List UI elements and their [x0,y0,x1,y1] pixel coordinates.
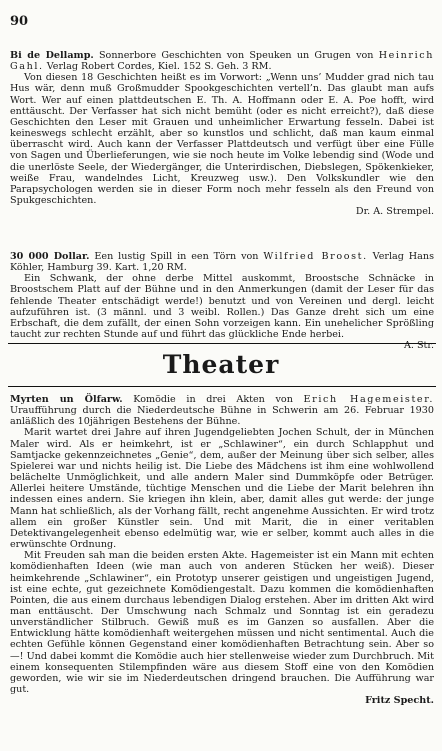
review-intro: Komödie in drei Akten von [133,394,293,405]
review-dollar-head [10,251,434,273]
review-body: Marit wartet drei Jahre auf ihren Jugendgeliebten Jochen Schult, der in München Maler wird. Als er heimkehrt, ist er „Schlawiner“, ein durch Schlapphut und Samtjacke gekennzeichnetes „Genie“, dem, außer der Meinung über sich selber, alles Spielerei war und nichts heilig ist. Die Liebe des Mädchens ist ihm eine wohlwollend belächelte Unmöglichkeit, und alle andern Maler sind Dummköpfe oder Betrüger. Allerlei heitere Umstände, tüchtige Menschen und die Liebe der Marit belehren ihn indessen eines andern. Sie kriegen ihn klein, aber, damit alles gut werde: der junge Mann hat schließlich, als der Vorhang fällt, recht angenehme Aussichten. Er wird trotz allem ein großer Künstler sein. Und mit Marit, die in einer veritablen Detektivangelegenheit ebenso edelmütig war, wie er selber, kommt auch alles in die erwünschte Ordnung. [10,427,434,551]
review-signature: Dr. A. Strempel. [355,206,434,218]
review-dollar [10,251,434,351]
review-author: Erich Hagemeister. [303,394,434,405]
review-dellamp-head [10,50,434,72]
review-publisher: Verlag Hans Köhler, Hamburg 39. Kart. 1,20 RM. [10,251,434,274]
review-premiere: Uraufführung durch die Niederdeutsche Bühne in Schwerin am 26. Februar 1930 anläßlich des 10jährigen Bestehens der Bühne. [10,405,434,428]
review-title: 30 000 Dollar. [10,251,90,262]
review-dellamp [10,50,434,217]
review-author: Wilfried Broost. [263,251,368,262]
section-heading: Theater [162,350,280,379]
page-number: 90 [10,14,29,29]
review-title: Myrten un Ölfarw. [10,394,123,405]
signature-text: Fritz Specht. [365,695,434,707]
review-myrten [10,394,434,706]
section-divider [8,343,436,344]
review-intro: Een lustig Spill in een Törn von [94,251,259,262]
review-signature: A. Str. [403,340,434,352]
review-signature [10,695,434,706]
review-publisher: Verlag Robert Cordes, Kiel. 152 S. Geh. 3 RM. [46,61,272,73]
review-title: Bi de Dellamp. [10,50,94,61]
review-author: Heinrich Gahl. [10,50,434,73]
section-divider [8,386,436,387]
review-body: Mit Freuden sah man die beiden ersten Akte. Hagemeister ist ein Mann mit echten komödienhaften Ideen (wie man auch von anderen Stücken her weiß). Dieser heimkehrende „Schlawiner“, ein Prototyp unserer geistigen und ungeistigen Jugend, ist eine echte, gut gezeichnete Komödiengestalt. Dazu kommen die komödienhaften Pointen, die aus einem durchaus lebendigen Dialog erstehen. Aber im dritten Akt wird man enttäuscht. Der Umschwung nach Schmalz und Sonntag ist ein geradezu unverständlicher Stilbruch. Gewiß muß es im Ganzen so ausfallen. Aber die Entwicklung hätte komödienhaft weitergehen müssen und nicht sentimental. Auch die echten Gefühle können Gegenstand einer komödienhaften Betrachtung sein. Aber so —! Und dabei kommt die Komödie auch hier stellenweise wieder zum Durchbruch. Mit einem konsequenten Stilempfinden wäre aus diesem Stoff eine von den Komödien geworden, wie wir sie im Niederdeutschen dringend brauchen. Die Aufführung war gut. [10,550,434,696]
review-body: Ein Schwank, der ohne derbe Mittel auskommt, Broostsche Schnäcke in Broostschem Platt auf der Bühne und in den Anmerkungen (damit der Leser für das fehlende Theater entschädigt werde!) benutzt und von Vereinen und dergl. leicht aufzuführen ist. (3 männl. und 3 weibl. Rollen.) Das Ganze dreht sich um eine Erbschaft, die dem zufällt, der einen Sohn vorzeigen kann. Ein unehelicher Sprößling taucht zur rechten Stunde auf und führt das glückliche Ende herbei. [10,273,434,341]
review-body: Von diesen 18 Geschichten heißt es im Vorwort: „Wenn uns’ Mudder grad nich tau Hus wär, denn muß Großmudder Spookgeschichten vertell’n. Das glaubt man aufs Wort. Wer auf einen plattdeutschen E. Th. A. Hoffmann oder E. A. Poe hofft, wird enttäuscht. Der Verfasser hat sich nicht bemüht (oder es nicht erreicht?), daß diese Geschichten den Leser mit Grauen und unheimlicher Erwartung fesseln. Dabei ist keineswegs schlecht erzählt, aber so kunstlos und schlicht, daß man kaum einmal überrascht wird. Auch kann der Verfasser Plattdeutsch und verfügt über eine Fülle von Sagen und Überlieferungen, wie sie noch heute im Volke lebendig sind (Wode und die unerlöste Seele, der Wiedergänger, die Unterirdischen, Diebslegen, Spökenkieker, weiße Frau, wandelndes Licht, Kreuzweg usw.). Den Volkskundler wie den Parapsychologen werden sie in dieser Form noch mehr fesseln als den Freund von Spukgeschichten. [10,72,434,207]
review-intro: Sonnerbore Geschichten von Speuken un Grugen von [98,50,374,61]
review-myrten-head [10,394,434,427]
